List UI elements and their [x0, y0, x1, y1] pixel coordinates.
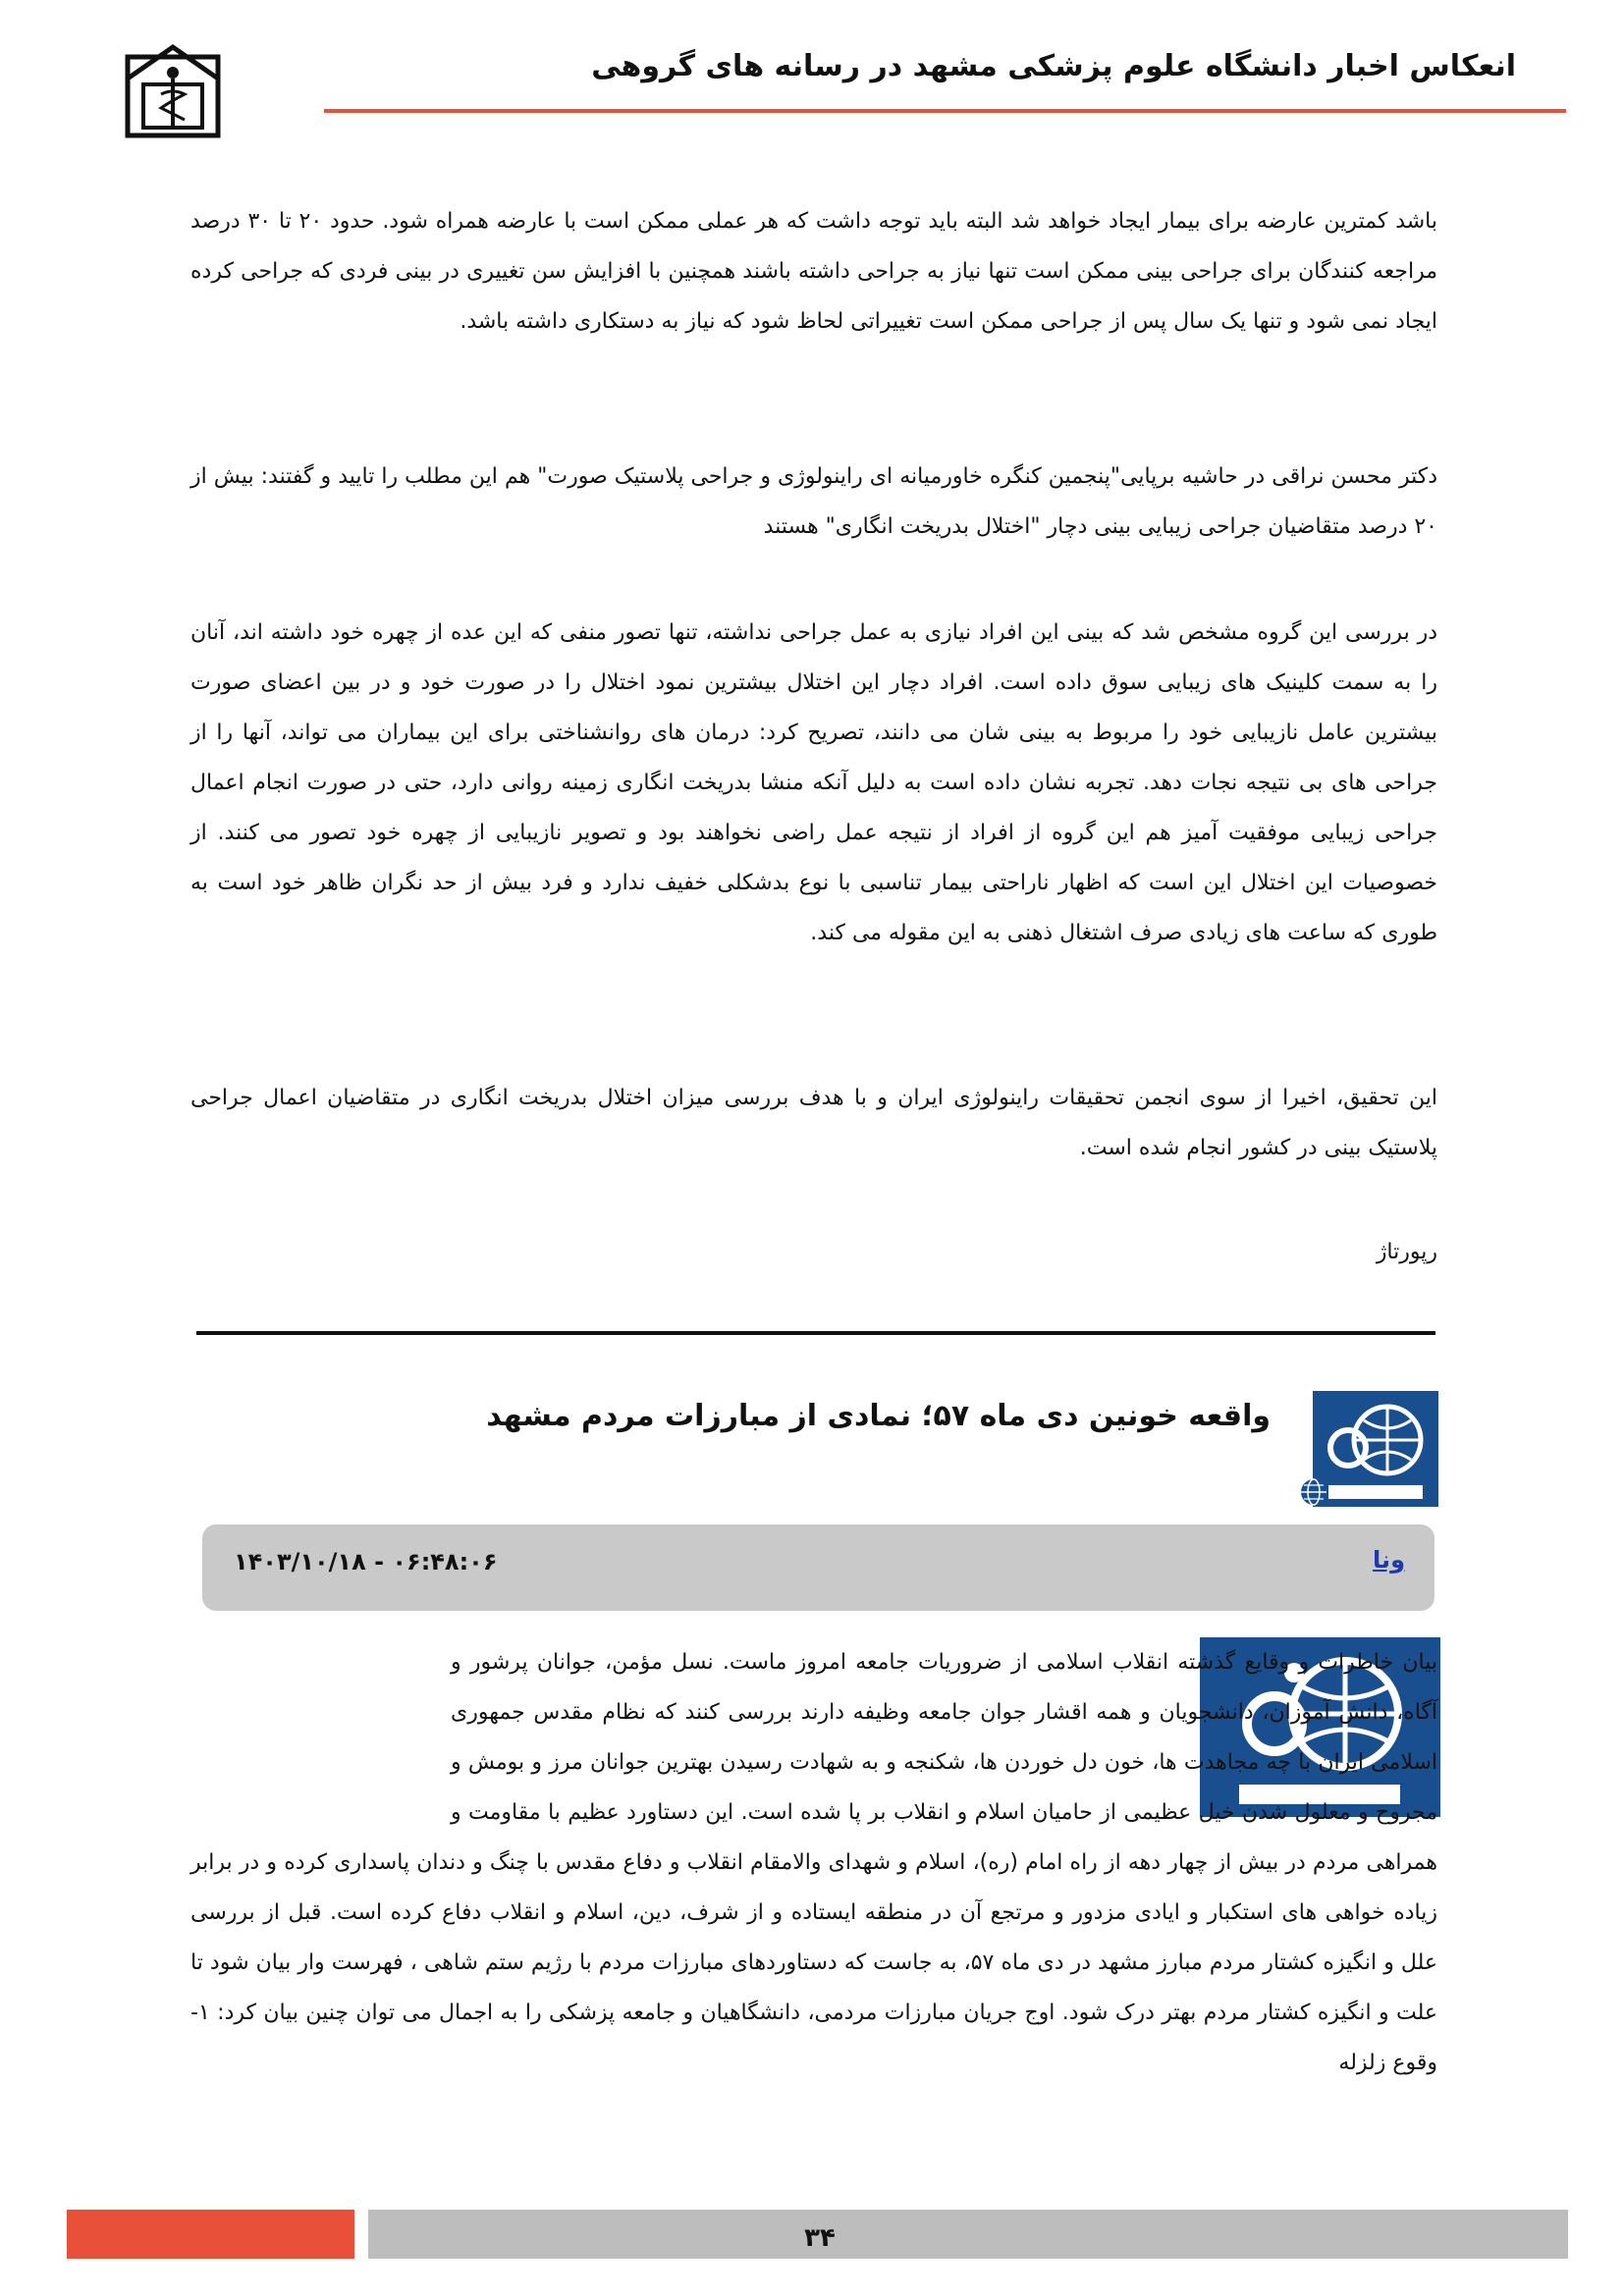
header-divider [324, 109, 1566, 113]
article2-body-container [190, 1637, 1437, 2088]
news-agency-logo-icon [1313, 1391, 1438, 1507]
article1-paragraph-4: این تحقیق، اخیرا از سوی انجمن تحقیقات راینولوژی ایران و با هدف بررسی میزان اختلال بدریخت انگاری در متقاضیان اعمال جراحی پلاستیک بینی در کشور انجام شده است. [190, 1086, 1437, 1160]
source-link[interactable]: ونا [1373, 1546, 1405, 1574]
publish-date: ۱۴۰۳/۱۰/۱۸ - ۰۶:۴۸:۰۶ [234, 1548, 498, 1575]
university-logo-icon [108, 39, 236, 167]
page-number: ۳۴ [804, 2223, 836, 2253]
article1-paragraph-3: در بررسی این گروه مشخص شد که بینی این افراد نیازی به عمل جراحی نداشته، تنها تصور منفی که این عده از چهره خود داشته اند، آنان را به سمت کلینیک های زیبایی سوق داده است. افراد دچار این اختلال بیشترین نمود اختلال را در صورت خود و در بین اعضای صورت بیشترین عامل نازیبایی خود را مربوط به بینی شان می دانند، تصریح کرد: درمان های روانشناختی برای این بیماران می تواند، آنها را از جراحی های بی نتیجه نجات دهد. تجربه نشان داده است به دلیل آنکه منشا بدریخت انگاری زمینه روانی دارد، حتی در صورت انجام اعمال جراحی زیبایی موفقیت آمیز هم این گروه از افراد از نتیجه عمل راضی نخواهند بود و تصویر نازیبایی از چهره خود تصور می کنند. از خصوصیات این اختلال این است که اظهار ناراحتی بیمار تناسبی با نوع بدشکلی خفیف ندارد و فرد بیش از حد نگران ظاهر خود است به طوری که ساعت های زیادی صرف اشتغال ذهنی به این مقوله می کند. [190, 620, 1437, 945]
globe-icon [1299, 1477, 1328, 1507]
article1-paragraph-2: دکتر محسن نراقی در حاشیه برپایی"پنجمین کنگره خاورمیانه ای راینولوژی و جراحی پلاستیک صورت" هم این مطلب را تایید و گفتند: بیش از ۲۰ درصد متقاضیان جراحی زیبایی بینی دچار "اختلال بدریخت انگاری" هستند [190, 464, 1437, 539]
footer-bar [368, 2210, 1568, 2259]
article2-title: واقعه خونین دی ماه ۵۷؛ نمادی از مبارزات مردم مشهد [486, 1399, 1271, 1433]
section-divider [196, 1331, 1435, 1335]
article-meta-bar [202, 1524, 1435, 1611]
article2-body: بیان خاطرات و وقایع گذشته انقلاب اسلامی از ضروریات جامعه امروز ماست. نسل مؤمن، جوانان پرشور و آگاه، دانش آموزان، دانشجویان و همه اقشار جوان جامعه وظیفه دارند بررسی کنند که نظام مقدس جمهوری اسلامی ایران با چه مجاهدت ها، خون دل خوردن ها، شکنجه و به شهادت رسیدن بهترین جوانان مرز و بومش و مجروح و معلول شدن خیل عظیمی از حامیان اسلام و انقلاب بر پا شده است. این دستاورد عظیم با مقاومت و همراهی مردم در بیش از چهار دهه از راه امام (ره)، اسلام و شهدای والامقام انقلاب و دفاع مقدس با چنگ و دندان پاسداری کرده و در برابر زیاده خواهی های استکبار و ایادی مزدور و مرتجع آن در منطقه ایستاده و از شرف، دین، اسلام و انقلاب دفاع کرده است. قبل از بررسی علل و انگیزه کشتار مردم مبارز مشهد در دی ماه ۵۷، به جاست که دستاوردهای مبارزات مردم با رژیم ستم شاهی ، فهرست وار بیان شود تا علت و انگیزه کشتار مردم بهتر درک شود. اوج جریان مبارزات مردمی، دانشگاهیان و جامعه پزشکی را به اجمال می توان چنین بیان کرد: ۱- وقوع زلزله [190, 1650, 1437, 2075]
footer-accent-bar [67, 2210, 354, 2259]
article1-paragraph-1: باشد کمترین عارضه برای بیمار ایجاد خواهد شد البته باید توجه داشت که هر عملی ممکن است با عارضه همراه شود. حدود ۲۰ تا ۳۰ درصد مراجعه کنندگان برای جراحی بینی ممکن است تنها نیاز به جراحی داشته باشند همچنین با افزایش سن تغییری در بینی فردی که جراحی کرده ایجاد نمی شود و تنها یک سال پس از جراحی ممکن است تغییراتی لحاظ شود که نیاز به دستکاری داشته باشد. [190, 209, 1438, 334]
page-title: انعکاس اخبار دانشگاه علوم پزشکی مشهد در رسانه های گروهی [591, 49, 1516, 83]
article1-source-label: رپورتاژ [1376, 1240, 1437, 1264]
